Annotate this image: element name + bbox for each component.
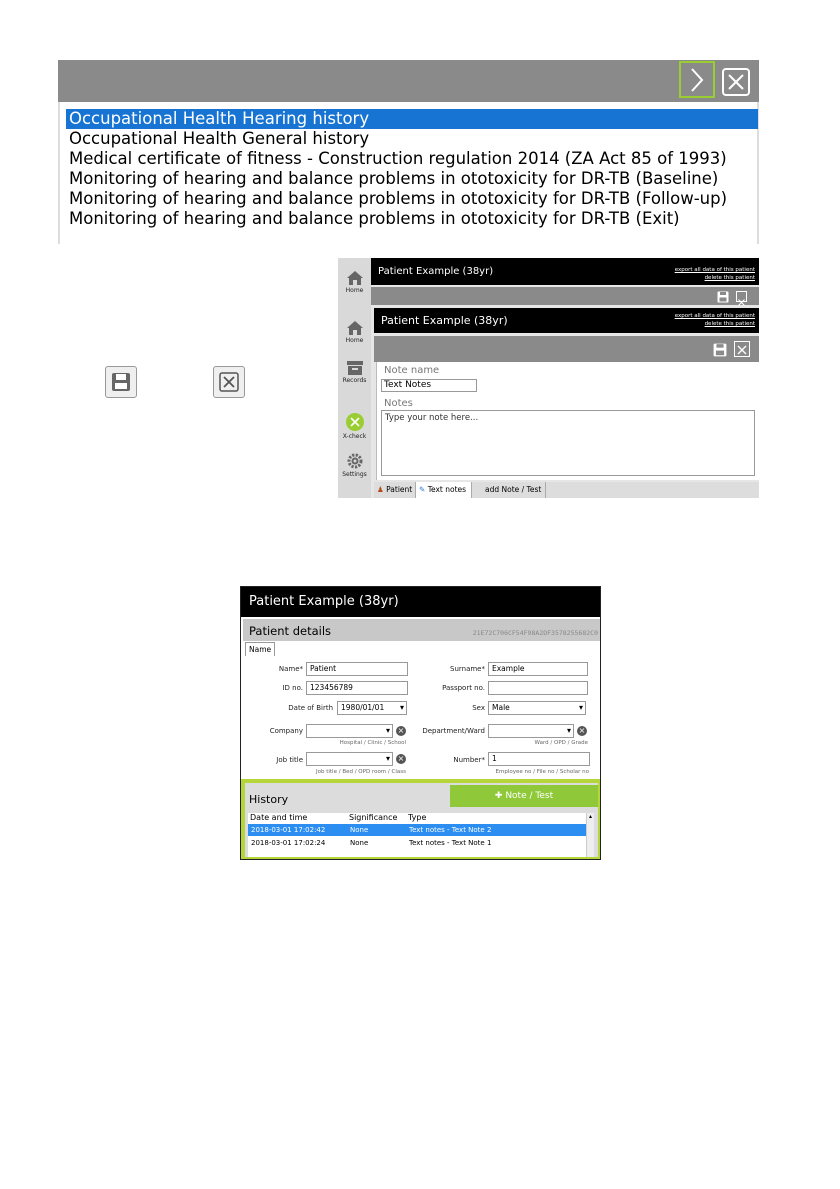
plus-icon: ✚ [494,791,503,801]
tab-patient[interactable] [374,482,416,498]
list-item[interactable]: Monitoring of hearing and balance problems in ototoxicity for DR-TB (Exit) [69,209,680,228]
delete-link[interactable]: delete this patient [704,275,755,281]
note-name-input[interactable]: Text Notes [381,379,477,392]
number-hint: Employee no / File no / Scholar no [495,769,589,775]
department-label: Department/Ward [422,727,485,735]
type-cell: Text notes - Text Note 1 [409,839,492,847]
id-input[interactable]: 123456789 [306,681,408,695]
archive-icon [346,360,364,376]
sidebar-item-label: Settings [342,471,367,478]
sidebar-item-records[interactable] [338,360,371,384]
job-title-hint: Job title / Bed / OPD room / Class [315,769,406,775]
history-container [245,783,598,857]
save-icon[interactable] [713,343,727,357]
patient-header [371,258,759,285]
toolbar [374,336,759,362]
datetime-cell: 2018-03-01 17:02:24 [251,839,326,847]
list-item[interactable]: Medical certificate of fitness - Construction regulation 2014 (ZA Act 85 of 1993) [69,149,727,168]
name-label: Name* [278,665,303,673]
table-row[interactable] [248,837,594,849]
job-title-label: Job title [276,756,303,764]
column-header[interactable]: Date and time [250,813,308,822]
save-icon [111,372,131,392]
surname-input[interactable]: Example [488,662,588,676]
template-toolbar [58,60,759,102]
number-input[interactable]: 1 [488,752,590,766]
sidebar-item-label: X-check [342,433,367,440]
sex-select[interactable]: Male ▾ [488,701,586,715]
add-button-label: Note / Test [505,791,554,801]
chevron-right-icon [689,67,705,93]
sidebar-item-settings[interactable] [338,452,371,478]
next-button[interactable] [679,61,715,98]
history-title: History [249,793,289,806]
add-note-test-button[interactable] [450,785,598,807]
patient-title: Patient Example (38yr) [381,314,508,327]
sex-label: Sex [472,704,485,712]
divider [58,102,60,244]
significance-cell: None [350,839,369,847]
template-selector-panel [58,60,759,244]
tab-name[interactable]: Name [245,642,275,656]
notes-panel [338,258,759,498]
close-icon [219,372,239,392]
tab-label: Patient [386,485,413,494]
section-title: Patient details [249,624,332,638]
note-form [376,362,759,480]
clear-icon[interactable]: × [397,726,405,735]
table-row[interactable] [248,824,594,836]
significance-cell: None [350,826,369,834]
department-select[interactable] [488,724,574,738]
close-button[interactable] [736,291,747,302]
close-icon [735,343,749,357]
scrollbar[interactable]: ▴ [586,813,594,857]
patient-id-hash: 21E72C706CF54F98A2DF3578255682C0 [472,629,598,637]
sidebar-item-xcheck[interactable] [338,412,371,440]
export-link[interactable]: export all data of this patient [674,313,755,319]
sidebar-item-label: Records [342,377,367,384]
company-hint: Hospital / Clinic / School [339,740,406,746]
sidebar [338,258,371,498]
job-title-select[interactable] [306,752,393,766]
column-header[interactable]: Significance [349,813,398,822]
history-table [248,813,594,857]
surname-label: Surname* [450,665,485,673]
passport-label: Passport no. [442,684,485,692]
sidebar-item-home[interactable] [338,270,371,294]
dob-label: Date of Birth [288,704,333,712]
close-icon [737,298,746,307]
patient-details-panel [240,586,601,860]
export-link[interactable]: export all data of this patient [674,267,755,273]
home-icon [346,270,364,286]
patient-header [374,308,759,333]
history-section [241,779,601,860]
id-label: ID no. [282,684,303,692]
tab-add-note-test[interactable]: add Note / Test [482,482,546,498]
delete-link[interactable]: delete this patient [704,321,755,327]
type-cell: Text notes - Text Note 2 [409,826,492,834]
datetime-cell: 2018-03-01 17:02:42 [251,826,326,834]
patient-title: Patient Example (38yr) [378,266,494,277]
sidebar-item-home[interactable] [338,320,371,344]
toolbar [371,287,759,305]
list-item[interactable]: Occupational Health General history [69,129,370,148]
patient-title: Patient Example (38yr) [241,587,601,617]
tab-bar [374,482,759,498]
xcheck-icon [345,412,365,432]
gear-icon [346,452,364,470]
list-item[interactable]: Monitoring of hearing and balance problems in ototoxicity for DR-TB (Baseline) [69,169,719,188]
notes-icon: ✎ [419,485,426,494]
note-name-label: Note name [384,365,440,376]
home-icon [346,320,364,336]
save-button-example [105,366,137,398]
notes-label: Notes [384,398,413,409]
company-select[interactable] [306,724,393,738]
list-item[interactable]: Monitoring of hearing and balance problems in ototoxicity for DR-TB (Follow-up) [69,189,728,208]
sidebar-item-label: Home [345,287,364,294]
patient-icon: ♟ [377,485,384,494]
number-label: Number* [453,756,485,764]
tab-text-notes[interactable] [416,482,472,498]
department-hint: Ward / OPD / Grade [534,740,588,746]
sidebar-item-label: Home [345,337,364,344]
clear-icon[interactable]: × [397,754,405,763]
close-button[interactable] [734,341,750,357]
close-icon [724,70,748,94]
tab-label: Text notes [427,485,467,494]
close-button[interactable] [722,68,750,96]
template-list [66,109,758,229]
clear-icon[interactable]: × [578,726,586,735]
company-label: Company [269,727,303,735]
column-header[interactable]: Type [408,813,427,822]
patient-details-section [241,617,601,779]
notes-textarea[interactable]: Type your note here... [381,410,755,476]
passport-input[interactable] [488,681,588,695]
name-input[interactable]: Patient [306,662,408,676]
list-item[interactable]: Occupational Health Hearing history [66,109,758,129]
save-icon[interactable] [717,291,729,303]
close-button-example [213,366,245,398]
dob-select[interactable]: 1980/01/01 ▾ [337,701,407,715]
